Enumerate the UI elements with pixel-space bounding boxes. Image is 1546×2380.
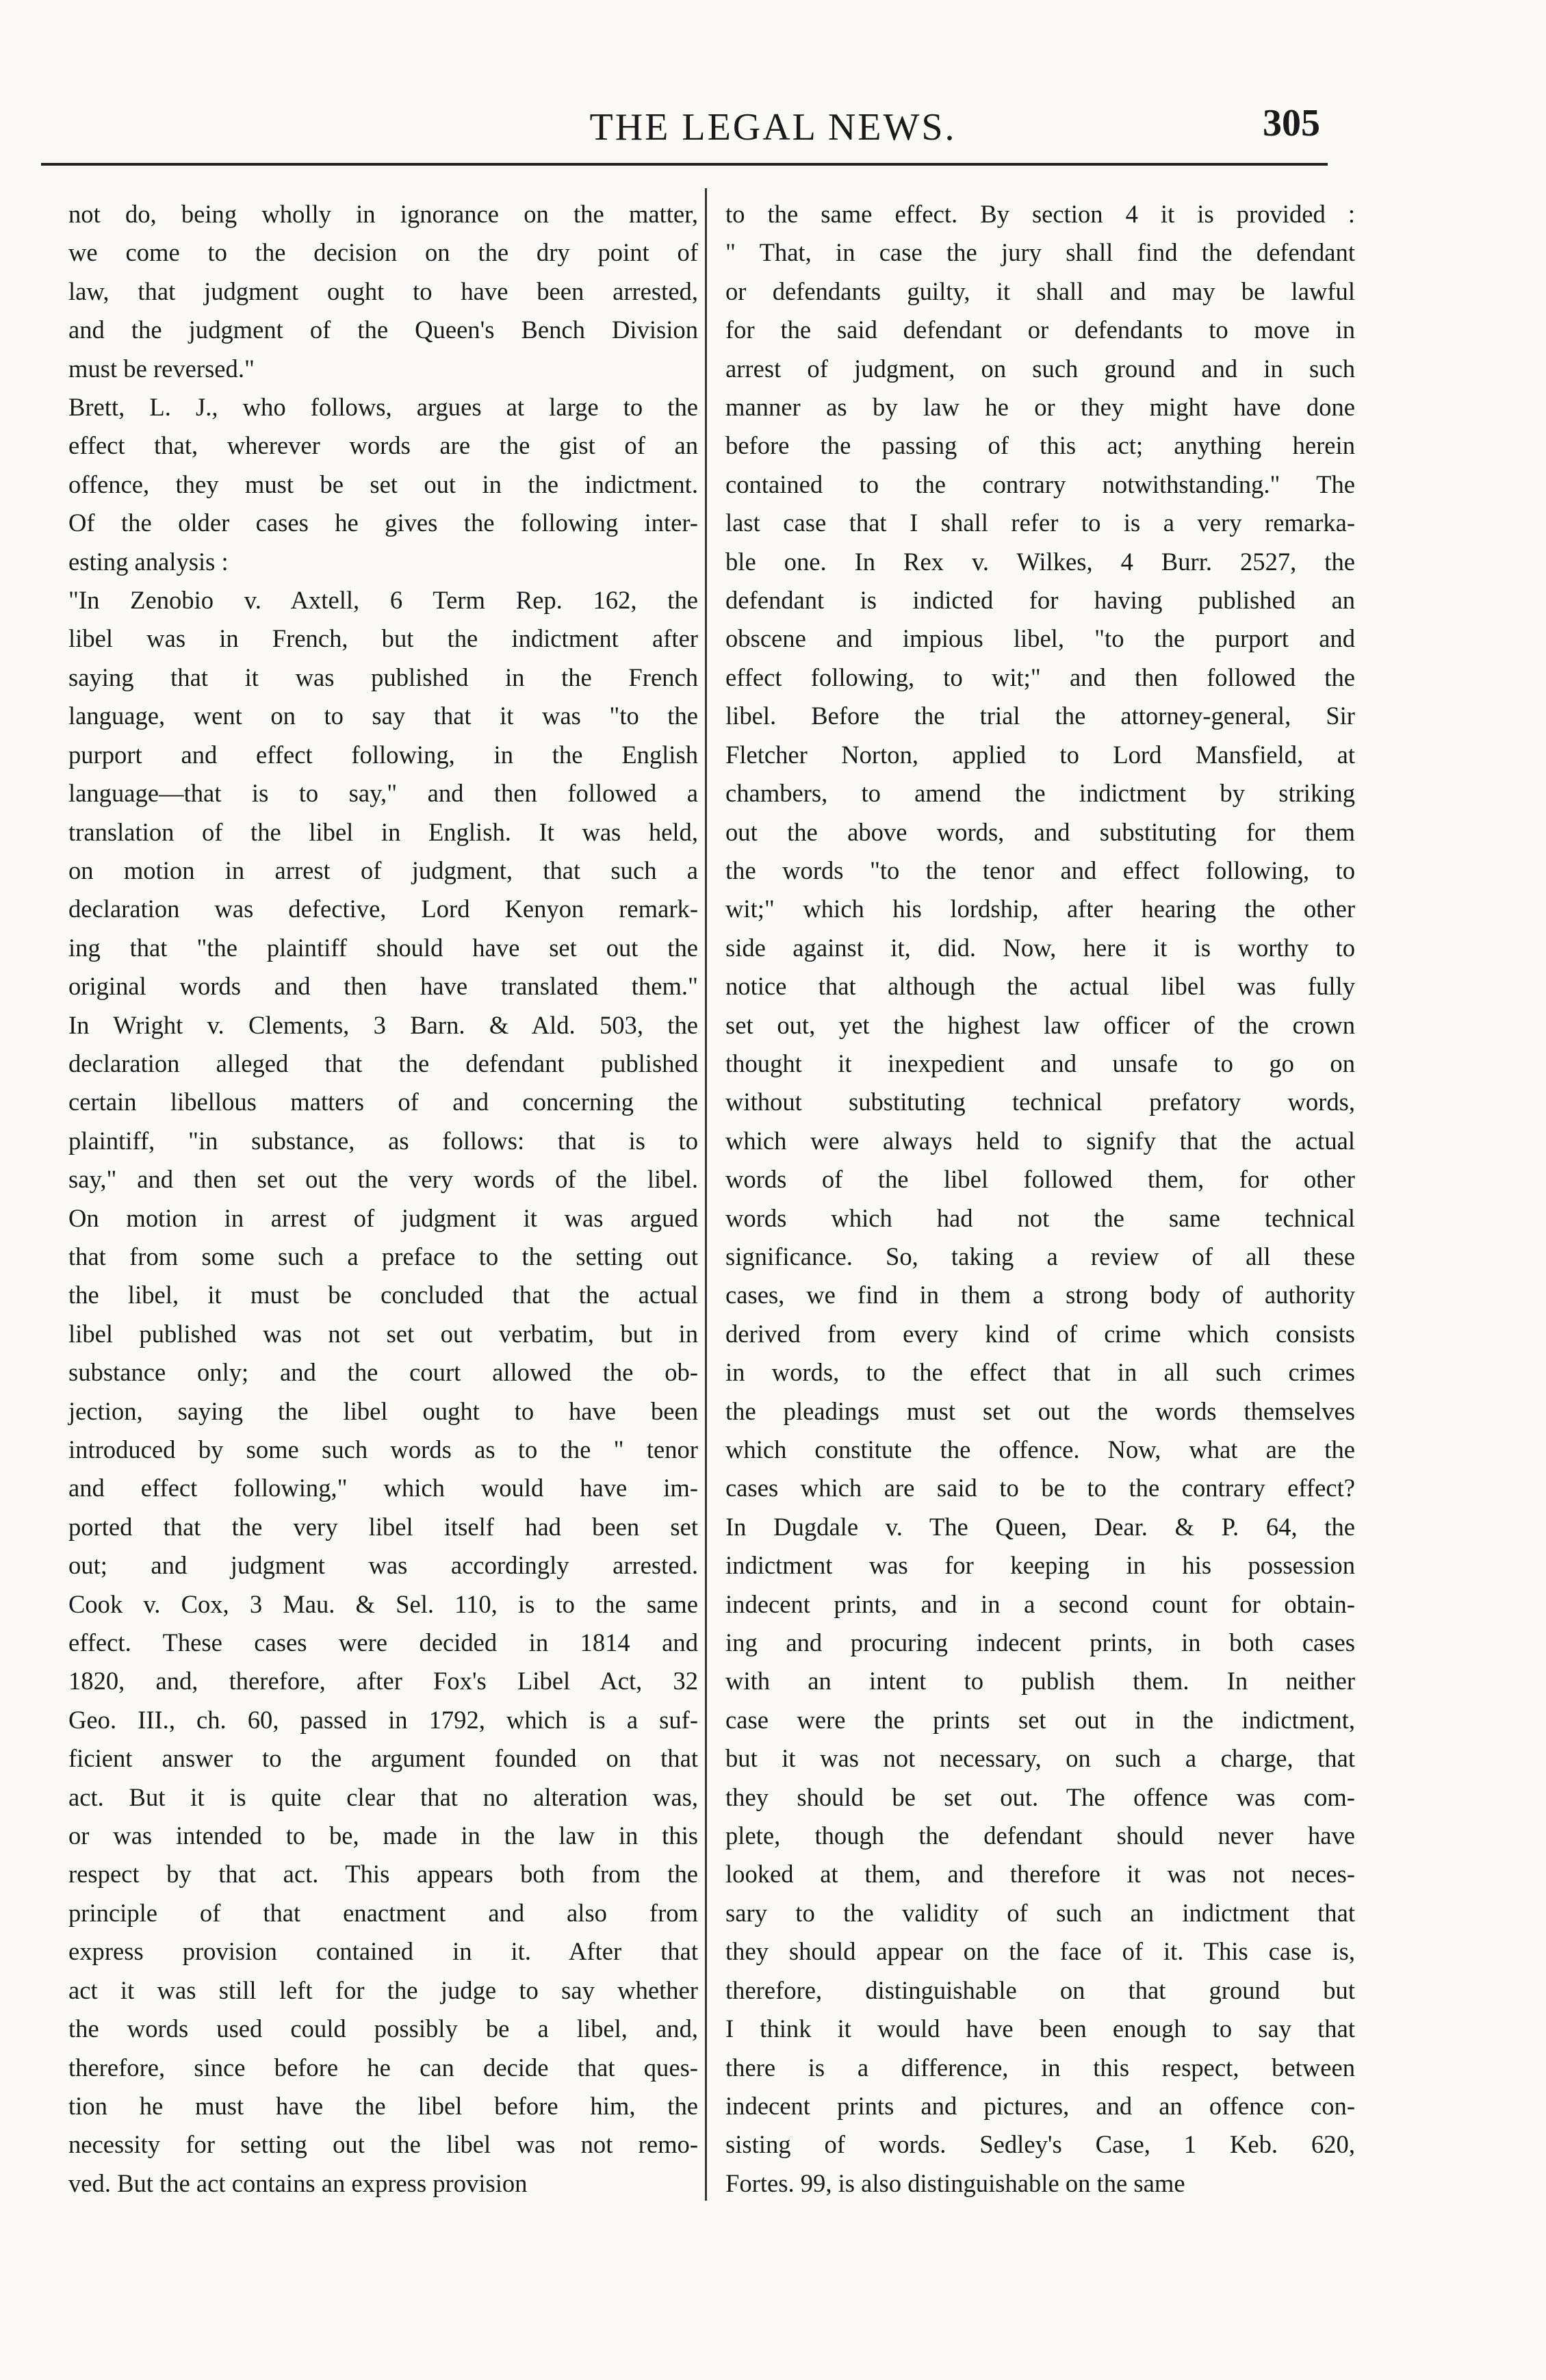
text-line: express provision contained in it. After that: [68, 1937, 698, 1966]
text-line: Fletcher Norton, applied to Lord Mansfield, at: [725, 740, 1355, 769]
text-line: In Wright v. Clements, 3 Barn. & Ald. 503, the: [68, 1010, 698, 1039]
text-line: words of the libel followed them, for other: [725, 1165, 1355, 1194]
text-line: they should be set out. The offence was com-: [725, 1782, 1355, 1811]
text-line: libel published was not set out verbatim, but in: [68, 1319, 698, 1348]
text-line: " That, in case the jury shall find the defendant: [725, 238, 1355, 267]
text-line: 1820, and, therefore, after Fox's Libel Act, 32: [68, 1667, 698, 1696]
text-line: substance only; and the court allowed the ob-: [68, 1358, 698, 1387]
text-line: Of the older cases he gives the following inter-: [68, 509, 698, 537]
text-line: language—that is to say," and then followed a: [68, 779, 698, 808]
right-column: [725, 195, 1355, 2203]
text-line: case were the prints set out in the indictment,: [725, 1705, 1355, 1734]
text-line: which constitute the offence. Now, what are the: [725, 1435, 1355, 1463]
text-line: ported that the very libel itself had been set: [68, 1512, 698, 1541]
text-line: set out, yet the highest law officer of the crown: [725, 1010, 1355, 1039]
text-line: in words, to the effect that in all such crimes: [725, 1358, 1355, 1387]
text-line: before the passing of this act; anything herein: [725, 431, 1355, 460]
text-line: that from some such a preface to the setting out: [68, 1242, 698, 1270]
text-line: language, went on to say that it was "to the: [68, 702, 698, 730]
text-line: the words "to the tenor and effect following, to: [725, 856, 1355, 884]
header-rule: [41, 163, 1328, 166]
text-line: act. But it is quite clear that no alteration was,: [68, 1782, 698, 1811]
text-line: translation of the libel in English. It was held,: [68, 817, 698, 846]
text-line: ing and procuring indecent prints, in both cases: [725, 1628, 1355, 1657]
text-line: derived from every kind of crime which consists: [725, 1319, 1355, 1348]
text-line: law, that judgment ought to have been arrested,: [68, 277, 698, 305]
text-line: to the same effect. By section 4 it is provided :: [725, 200, 1355, 228]
text-line: but it was not necessary, on such a charge, that: [725, 1744, 1355, 1773]
text-line: defendant is indicted for having published an: [725, 586, 1355, 615]
page-header: [0, 103, 1546, 157]
text-line: ficient answer to the argument founded on that: [68, 1744, 698, 1773]
text-line: without substituting technical prefatory words,: [725, 1088, 1355, 1116]
text-line: and effect following," which would have im-: [68, 1474, 698, 1502]
text-line: side against it, did. Now, here it is worthy to: [725, 933, 1355, 962]
text-line: which were always held to signify that the actual: [725, 1126, 1355, 1155]
page-number: 305: [1263, 102, 1320, 144]
text-line: Cook v. Cox, 3 Mau. & Sel. 110, is to the same: [68, 1589, 698, 1618]
text-line: they should appear on the face of it. This case is,: [725, 1937, 1355, 1966]
text-line: with an intent to publish them. In neither: [725, 1667, 1355, 1696]
text-line: plete, though the defendant should never have: [725, 1821, 1355, 1850]
text-line: the words used could possibly be a libel, and,: [68, 2014, 698, 2043]
text-line: certain libellous matters of and concerning the: [68, 1088, 698, 1116]
text-line: out; and judgment was accordingly arrested.: [68, 1551, 698, 1580]
text-line: introduced by some such words as to the " tenor: [68, 1435, 698, 1463]
text-line: ing that "the plaintiff should have set out the: [68, 933, 698, 962]
text-line: original words and then have translated them.": [68, 972, 698, 1001]
text-line: wit;" which his lordship, after hearing the other: [725, 895, 1355, 923]
text-line: significance. So, taking a review of all these: [725, 1242, 1355, 1270]
text-line: declaration was defective, Lord Kenyon remark-: [68, 895, 698, 923]
text-line: must be reversed.": [68, 354, 255, 383]
text-line: "In Zenobio v. Axtell, 6 Term Rep. 162, the: [68, 586, 698, 615]
text-line: principle of that enactment and also from: [68, 1898, 698, 1927]
text-line: libel was in French, but the indictment after: [68, 624, 698, 653]
text-line: arrest of judgment, on such ground and in such: [725, 354, 1355, 383]
text-line: the pleadings must set out the words themselves: [725, 1396, 1355, 1425]
text-line: or was intended to be, made in the law in this: [68, 1821, 698, 1850]
text-line: out the above words, and substituting for them: [725, 817, 1355, 846]
text-line: respect by that act. This appears both from the: [68, 1860, 698, 1889]
text-line: Brett, L. J., who follows, argues at large to the: [68, 393, 698, 422]
text-line: On motion in arrest of judgment it was argued: [68, 1203, 698, 1232]
text-line: words which had not the same technical: [725, 1203, 1355, 1232]
text-line: manner as by law he or they might have done: [725, 393, 1355, 422]
text-line: esting analysis :: [68, 547, 229, 576]
text-line: effect following, to wit;" and then followed the: [725, 663, 1355, 691]
text-line: libel. Before the trial the attorney-general, Sir: [725, 702, 1355, 730]
text-line: act it was still left for the judge to say whether: [68, 1975, 698, 2004]
column-divider: [705, 188, 707, 2201]
text-line: declaration alleged that the defendant published: [68, 1049, 698, 1077]
text-line: looked at them, and therefore it was not neces-: [725, 1860, 1355, 1889]
text-line: the libel, it must be concluded that the actual: [68, 1281, 698, 1309]
text-line: saying that it was published in the French: [68, 663, 698, 691]
text-line: say," and then set out the very words of the libel.: [68, 1165, 698, 1194]
text-line: plaintiff, "in substance, as follows: that is to: [68, 1126, 698, 1155]
left-column: [68, 195, 698, 2203]
text-line: offence, they must be set out in the indictment.: [68, 470, 698, 498]
text-line: tion he must have the libel before him, the: [68, 2091, 698, 2120]
text-line: not do, being wholly in ignorance on the matter,: [68, 200, 698, 228]
text-line: cases, we find in them a strong body of authority: [725, 1281, 1355, 1309]
text-line: indecent prints and pictures, and an offence con-: [725, 2091, 1355, 2120]
text-line: obscene and impious libel, "to the purport and: [725, 624, 1355, 653]
text-line: therefore, distinguishable on that ground but: [725, 1975, 1355, 2004]
text-line: on motion in arrest of judgment, that such a: [68, 856, 698, 884]
text-line: necessity for setting out the libel was not remo-: [68, 2130, 698, 2159]
text-line: contained to the contrary notwithstanding." The: [725, 470, 1355, 498]
text-line: purport and effect following, in the English: [68, 740, 698, 769]
text-line: sisting of words. Sedley's Case, 1 Keb. 620,: [725, 2130, 1355, 2159]
text-line: jection, saying the libel ought to have been: [68, 1396, 698, 1425]
text-line: therefore, since before he can decide that ques-: [68, 2053, 698, 2082]
text-line: for the said defendant or defendants to move in: [725, 316, 1355, 344]
running-title: THE LEGAL NEWS.: [589, 106, 957, 149]
text-line: there is a difference, in this respect, between: [725, 2053, 1355, 2082]
text-line: effect that, wherever words are the gist of an: [68, 431, 698, 460]
text-line: notice that although the actual libel was fully: [725, 972, 1355, 1001]
text-line: we come to the decision on the dry point of: [68, 238, 698, 267]
text-line: I think it would have been enough to say that: [725, 2014, 1355, 2043]
text-line: ble one. In Rex v. Wilkes, 4 Burr. 2527, the: [725, 547, 1355, 576]
text-line: ved. But the act contains an express provision: [68, 2168, 528, 2197]
text-line: effect. These cases were decided in 1814 and: [68, 1628, 698, 1657]
text-line: and the judgment of the Queen's Bench Division: [68, 316, 698, 344]
text-line: sary to the validity of such an indictment that: [725, 1898, 1355, 1927]
text-line: indecent prints, and in a second count for obtain-: [725, 1589, 1355, 1618]
text-line: indictment was for keeping in his possession: [725, 1551, 1355, 1580]
text-line: last case that I shall refer to is a very remarka-: [725, 509, 1355, 537]
text-line: In Dugdale v. The Queen, Dear. & P. 64, the: [725, 1512, 1355, 1541]
text-line: cases which are said to be to the contrary effect?: [725, 1474, 1355, 1502]
text-line: Geo. III., ch. 60, passed in 1792, which is a suf-: [68, 1705, 698, 1734]
text-line: thought it inexpedient and unsafe to go on: [725, 1049, 1355, 1077]
text-line: Fortes. 99, is also distinguishable on the same: [725, 2168, 1185, 2197]
text-line: or defendants guilty, it shall and may be lawful: [725, 277, 1355, 305]
text-line: chambers, to amend the indictment by striking: [725, 779, 1355, 808]
